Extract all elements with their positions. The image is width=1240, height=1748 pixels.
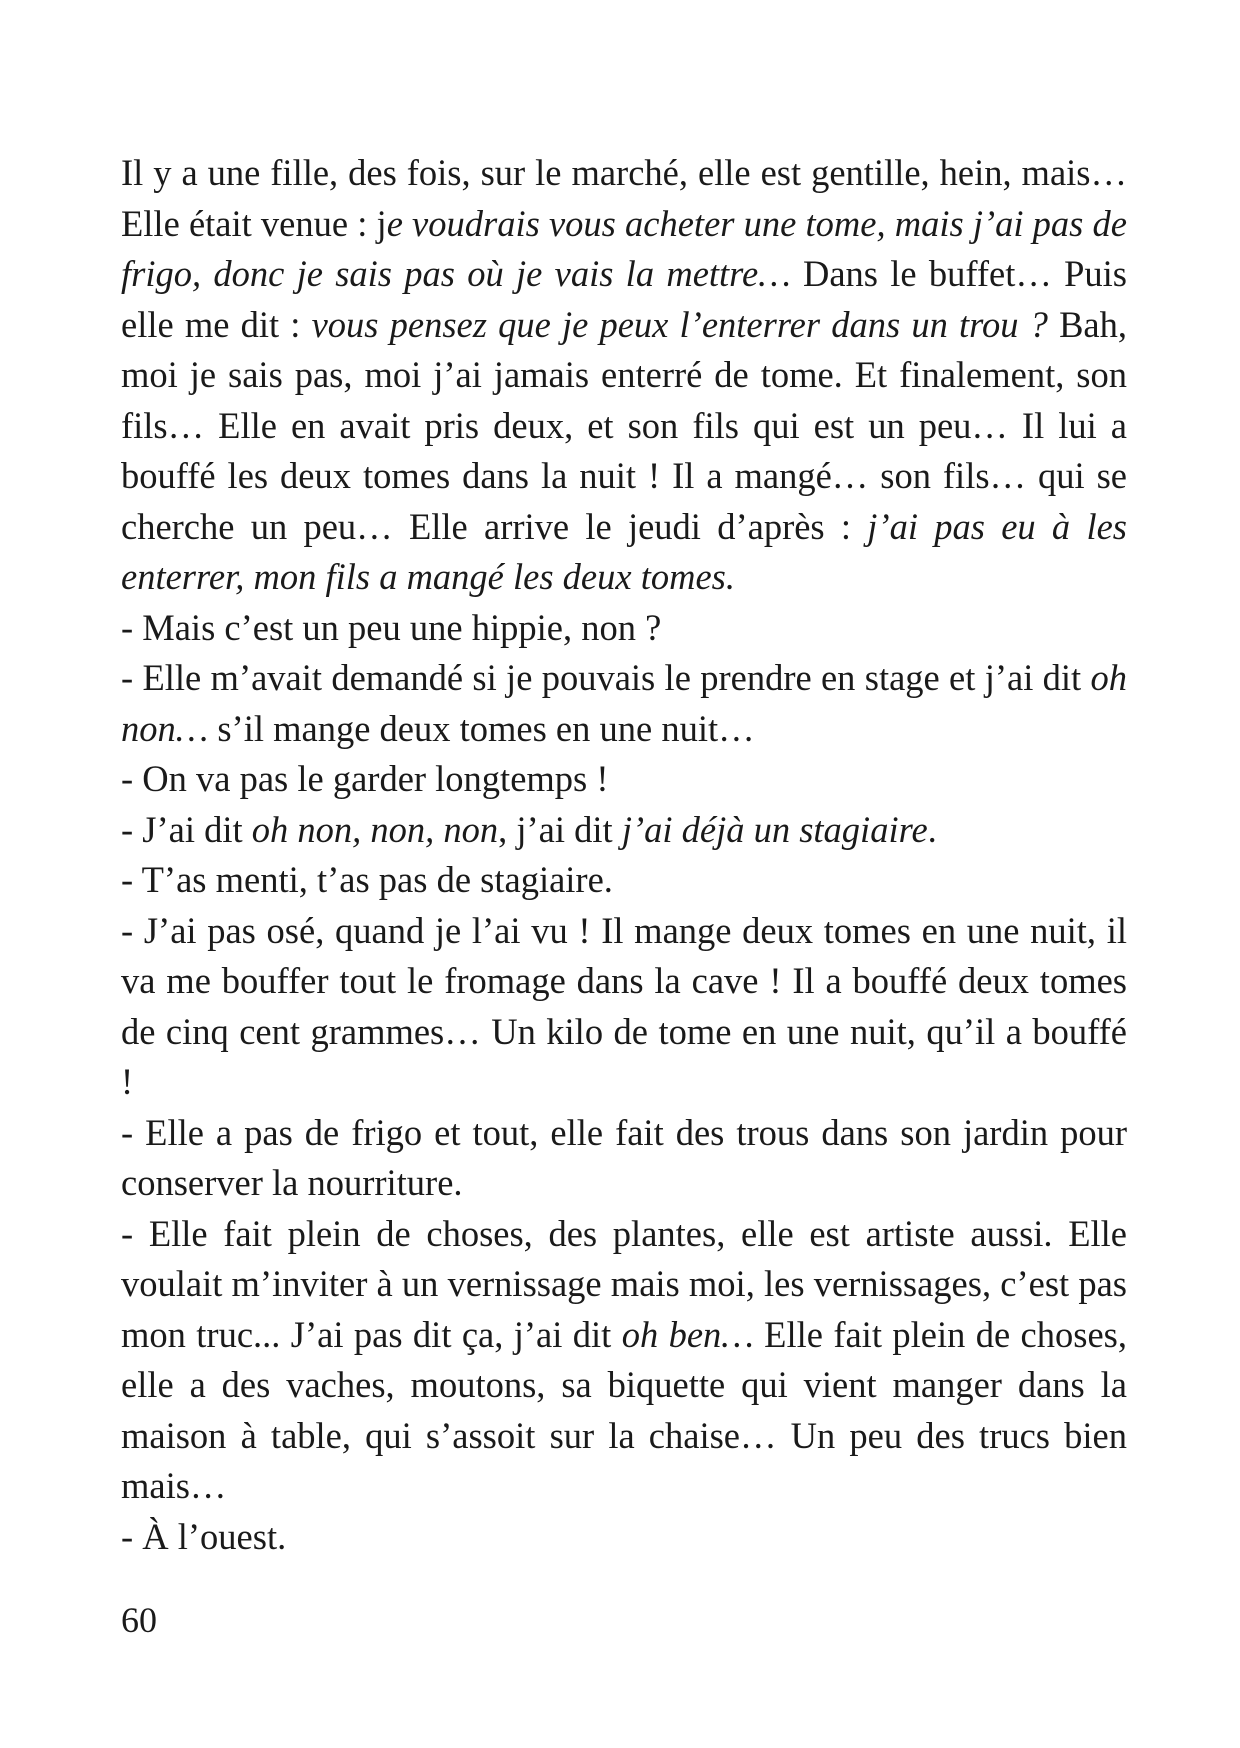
italic-text: e voudrais vous acheter une tome, mais j’ai pas de frigo, donc je sais pas où je vais la mettre… (121, 202, 1127, 294)
italic-text: oh ben… (621, 1313, 754, 1355)
italic-text: oh non, non, non (251, 808, 499, 850)
text-segment: - J’ai pas osé, quand je l’ai vu ! Il mange deux tomes en une nuit, il va me bouffer tout le fromage dans la cave ! Il a bouffé deux tomes de cinq cent grammes… Un kilo de tome en une nuit, qu’il a bouffé ! (121, 909, 1127, 1102)
text-segment: - Elle a pas de frigo et tout, elle fait des trous dans son jardin pour conserver la nourriture. (121, 1111, 1127, 1203)
text-segment: - J’ai dit (121, 808, 252, 850)
text-segment: Il y a une fille, des fois, sur le marché, elle est gentille, hein, mais… Elle était venue : j (121, 152, 1127, 244)
italic-text: oh non… (121, 657, 1127, 749)
paragraph (121, 1512, 1127, 1563)
text-segment: - T’as menti, t’as pas de stagiaire. (121, 859, 613, 900)
text-segment: Bah, moi je sais pas, moi j’ai jamais enterré de tome. Et finalement, son fils… Elle en avait pris deux, et son fils qui est un peu… Il lui a bouffé les deux tomes dans la nuit ! Il a mangé… son fils… qui se cherche un peu… Elle arrive le jeudi d’après : (121, 303, 1128, 547)
italic-text: j’ai pas eu à les enterrer, mon fils a mangé les deux tomes. (121, 505, 1127, 597)
paragraph (121, 855, 1127, 906)
text-segment: . (927, 808, 937, 850)
paragraph (121, 906, 1127, 1108)
paragraph (121, 653, 1127, 754)
body-text (121, 148, 1127, 1562)
text-segment: - Elle fait plein de choses, des plantes, elle est artiste aussi. Elle voulait m’inviter à un vernissage mais moi, les vernissages, c’est pas mon truc... J’ai pas dit ça, j’ai dit (121, 1212, 1127, 1355)
page-number: 60 (121, 1600, 157, 1640)
text-segment: , j’ai dit (498, 808, 622, 850)
paragraph (121, 148, 1127, 603)
italic-text: vous pensez que je peux l’enterrer dans un trou ? (311, 303, 1048, 345)
text-segment: - Elle m’avait demandé si je pouvais le prendre en stage et j’ai dit (121, 657, 1091, 698)
paragraph (121, 754, 1127, 805)
paragraph (121, 1108, 1127, 1209)
italic-text: j’ai déjà un stagiaire (621, 808, 928, 850)
text-segment: s’il mange deux tomes en une nuit… (208, 707, 755, 749)
text-segment: - On va pas le garder longtemps ! (121, 758, 609, 799)
paragraph (121, 603, 1127, 654)
text-segment: - Mais c’est un peu une hippie, non ? (121, 606, 662, 648)
paragraph (121, 805, 1127, 856)
text-segment: Elle fait plein de choses, elle a des vaches, moutons, sa biquette qui vient manger dans la maison à table, qui s’assoit sur la chaise… Un peu des trucs bien mais… (121, 1313, 1127, 1506)
paragraph (121, 1209, 1127, 1512)
text-segment: Dans le buffet… Puis elle me dit : (121, 253, 1127, 345)
text-segment: - À l’ouest. (121, 1515, 287, 1557)
